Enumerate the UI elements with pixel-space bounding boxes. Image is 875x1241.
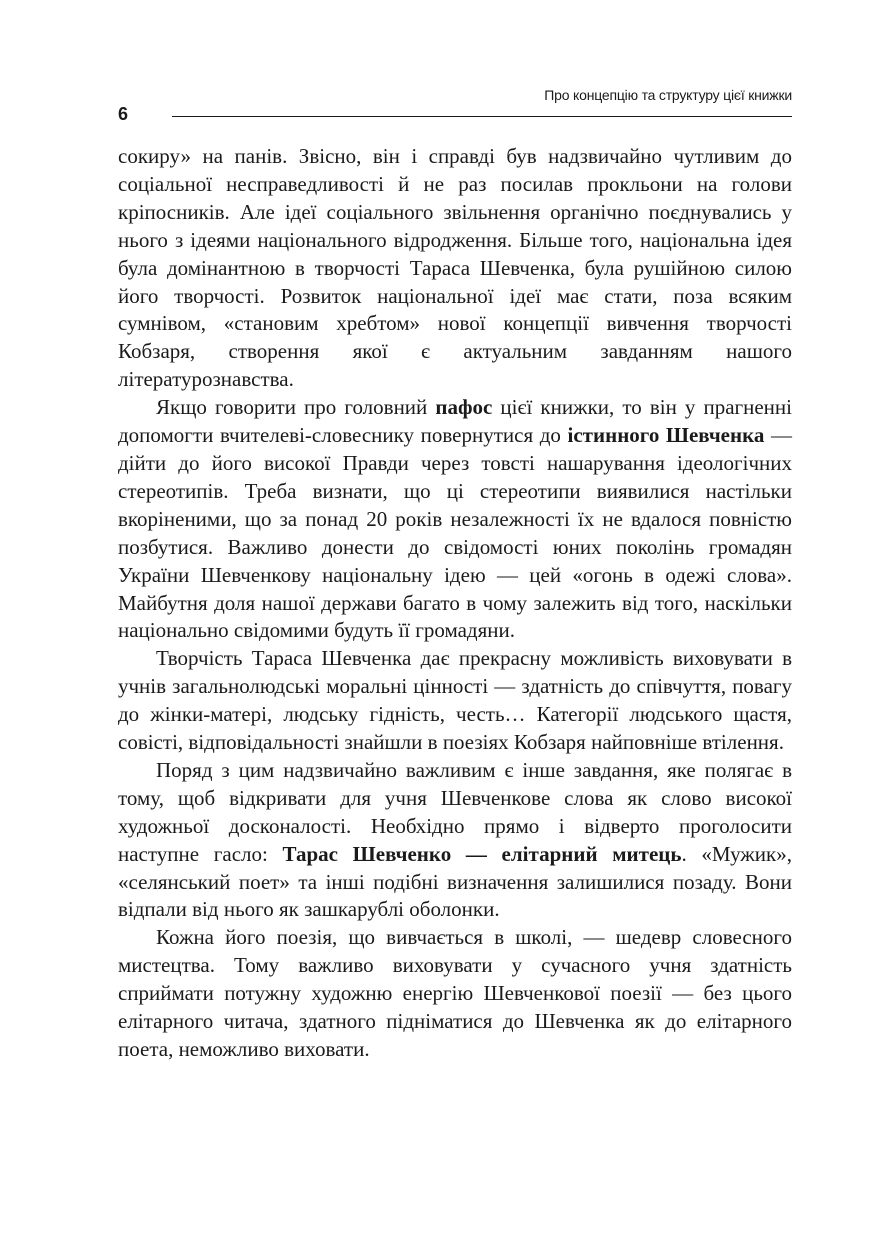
paragraph-2 (118, 394, 792, 645)
running-title: Про концепцію та структуру цієї книжки (544, 87, 792, 103)
paragraph-4 (118, 757, 792, 924)
paragraph-2-text-after: — дійти до його високої Правди через товсті нашарування ідеологічних стереотипів. Треба визнати, що ці стереотипи виявилися настільки вкоріненими, що за понад 20 років незалежності їх не вдалося повністю позбутися. Важливо донести до свідомості юних поколінь громадян України Шевченкову національну ідею — цей «огонь в одежі слова». Майбутня доля нашої держави багато в чому залежить від того, наскільки національно свідомими будуть її громадяни. (118, 423, 792, 643)
bold-term-true-shevchenko: істинного Шевченка (567, 423, 765, 448)
page-number: 6 (118, 104, 129, 124)
paragraph-5: Кожна його поезія, що вивчається в школі, — шедевр словесного мистецтва. Тому важливо виховувати у сучасного учня здатність сприймати потужну художню енергію Шевченкової поезії — без цього елітарного читача, здатного підніматися до Шевченка як до елітарного поета, неможливо виховати. (118, 925, 792, 1061)
bold-term-pathos: пафос (435, 395, 493, 420)
paragraph-1: сокиру» на панів. Звісно, він і справді був надзвичайно чутливим до соціальної несправедливості й не раз посилав прокльони на голови кріпосників. Але ідеї соціального звільнення органічно поєднувались у нього з ідеями національного відродження. Більше того, національна ідея була домінантною в творчості Тараса Шевченка, була рушійною силою його творчості. Розвиток національної ідеї має стати, поза всяким сумнівом, «становим хребтом» нової концепції вивчення творчості Кобзаря, створення якої є актуальним завданням нашого літературознавства. (118, 144, 792, 392)
header-rule (172, 116, 792, 117)
paragraph-4-text-after: . «Мужик», «селянський поет» та інші подібні визначення залишилися позаду. Вони відпали від нього як зашкарублі оболонки. (118, 841, 792, 922)
bold-slogan: Тарас Шевченко — елітарний митець (282, 841, 682, 866)
paragraph-4-text-before: Поряд з цим надзвичайно важливим є інше завдання, яке полягає в тому, щоб відкривати для учня Шевченкове слова як слово високої художньої досконалості. Необхідно прямо і відверто проголосити наступне гасло: (118, 757, 792, 866)
paragraph-2-text-middle: цієї книжки, то він у прагненні допомогти вчителеві-словеснику повернутися до (118, 395, 792, 448)
body-text (118, 143, 792, 1064)
paragraph-2-text-before: Якщо говорити про головний (156, 395, 436, 420)
paragraph-3: Творчість Тараса Шевченка дає прекрасну можливість виховувати в учнів загальнолюдські моральні цінності — здатність до співчуття, повагу до жінки-матері, людську гідність, честь… Категорії людського щастя, совісті, відповідальності знайшли в поезіях Кобзаря найповніше втілення. (118, 646, 792, 755)
